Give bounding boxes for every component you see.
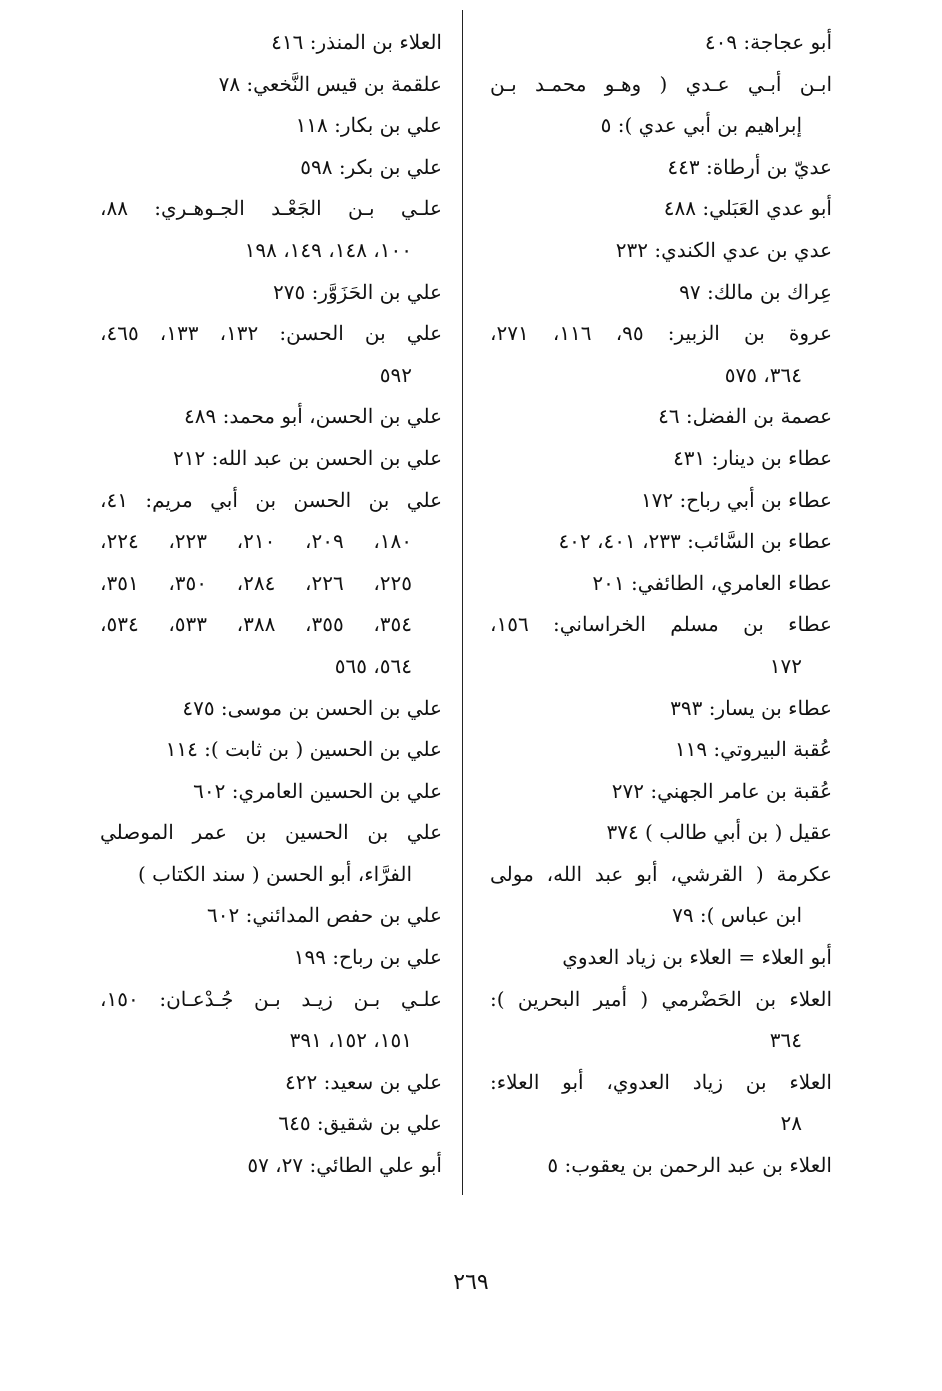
entry-continuation-line: ابن عباس ): ٧٩ <box>672 903 802 928</box>
entry-line: عدي بن عدي الكندي: ٢٣٢ <box>615 237 832 262</box>
index-entry <box>100 480 442 688</box>
entry-line: عطاء بن يسار: ٣٩٣ <box>670 695 832 720</box>
index-entry <box>490 313 832 396</box>
index-entry <box>490 230 832 272</box>
index-entry <box>490 1145 832 1187</box>
entry-continuation-line: ٣٥٤، ٣٥٥، ٣٨٨، ٥٣٣، ٥٣٤، <box>100 612 413 637</box>
index-entry <box>490 22 832 64</box>
index-entry <box>490 563 832 605</box>
index-entry <box>100 147 442 189</box>
entry-line: العلاء بن المنذر: ٤١٦ <box>271 30 442 54</box>
entry-line: أبو عجاجة: ٤٠٩ <box>704 30 832 54</box>
index-entry <box>490 1062 832 1145</box>
index-entry <box>490 521 832 563</box>
index-entry <box>100 729 442 771</box>
index-entry <box>490 854 832 937</box>
entry-line: عطاء بن السَّائب: ٢٣٣، ٤٠١، ٤٠٢ <box>558 529 832 554</box>
entry-line: العلاء بن زياد العدوي، أبو العلاء: <box>490 1069 832 1094</box>
entry-line: علي بن الحسن بن عبد الله: ٢١٢ <box>172 445 442 470</box>
entry-line: عطاء بن دينار: ٤٣١ <box>673 445 832 470</box>
index-entry <box>490 979 832 1062</box>
entry-line: عطاء بن مسلم الخراساني: ١٥٦، <box>490 612 832 637</box>
index-entry <box>490 480 832 522</box>
index-entry <box>490 396 832 438</box>
entry-line: علي بن حفص المدائني: ٦٠٢ <box>207 903 442 928</box>
index-entry <box>490 688 832 730</box>
entry-line: علـي بـن الجَعْـد الجـوهـري: ٨٨، <box>100 196 442 221</box>
entry-line: علي بن رباح: ١٩٩ <box>293 945 442 970</box>
index-entry <box>100 979 442 1062</box>
entry-line: أبو عدي العَبَلي: ٤٨٨ <box>663 196 832 221</box>
entry-line: عصمة بن الفضل: ٤٦ <box>658 404 832 429</box>
entry-line: علي بن سعيد: ٤٢٢ <box>285 1069 442 1094</box>
index-entry <box>100 688 442 730</box>
index-entry <box>490 729 832 771</box>
page-number: ٢٦٩ <box>453 1270 489 1295</box>
entry-line: علي بن الحسن: ١٣٢، ١٣٣، ٤٦٥، <box>100 321 442 346</box>
entry-line: عقيل ( بن أبي طالب ) ٣٧٤ <box>606 820 832 845</box>
index-entry <box>100 1103 442 1145</box>
entry-line: عطاء العامري، الطائفي: ٢٠١ <box>592 570 832 595</box>
column-divider <box>462 10 463 1195</box>
entry-continuation-line: ٢٨ <box>780 1111 802 1136</box>
entry-line: علقمة بن قيس النَّخعي: ٧٨ <box>218 71 442 96</box>
entry-line: عروة بن الزبير: ٩٥، ١١٦، ٢٧١، <box>490 321 833 346</box>
entry-line: العلاء بن عبد الرحمن بن يعقوب: ٥ <box>547 1153 832 1178</box>
index-entry <box>490 147 832 189</box>
index-entry <box>100 64 442 106</box>
entry-continuation-line: ٥٦٤، ٥٦٥ <box>334 653 412 678</box>
index-entry <box>100 313 442 396</box>
index-column-right <box>490 22 832 1187</box>
entry-line: علـي بـن زيـد بـن جُـدْعـان: ١٥٠، <box>100 986 442 1011</box>
entry-line: علي بن الحسين ( بن ثابت ): ١١٤ <box>165 737 442 762</box>
entry-continuation-line: ٣٦٤ <box>769 1028 802 1053</box>
index-entry <box>490 937 832 979</box>
entry-line: العلاء بن الحَضْرمي ( أمير البحرين ): <box>490 986 832 1011</box>
entry-line: ابـن أبـي عـدي ( وهـو محمـد بـن <box>490 71 832 96</box>
entry-line: أبو علي الطائي: ٢٧، ٥٧ <box>247 1153 442 1178</box>
entry-line: عُقبة بن عامر الجهني: ٢٧٢ <box>611 778 832 803</box>
entry-continuation-line: ٢٢٥، ٢٢٦، ٢٨٤، ٣٥٠، ٣٥١، <box>100 570 413 595</box>
entry-line: عكرمة ( القرشي، أبو عبد الله، مولى <box>490 861 832 886</box>
entry-continuation-line: إبراهيم بن أبي عدي ): ٥ <box>600 113 802 138</box>
entry-line: علي بن الحسن بن موسى: ٤٧٥ <box>182 695 442 720</box>
index-entry <box>490 604 832 687</box>
entry-line: علي بن الحسن بن أبي مريم: ٤١، <box>100 487 442 512</box>
index-entry <box>100 812 442 895</box>
index-entry <box>490 188 832 230</box>
entry-line: علي بن الحسين بن عمر الموصلي <box>100 820 442 845</box>
index-entry <box>100 272 442 314</box>
index-entry <box>100 937 442 979</box>
index-entry <box>100 188 442 271</box>
entry-line: عُقبة البيروتي: ١١٩ <box>674 737 832 762</box>
entry-line: أبو العلاء = العلاء بن زياد العدوي <box>562 945 832 970</box>
index-entry <box>100 895 442 937</box>
index-entry <box>490 64 832 147</box>
entry-continuation-line: ٥٩٢ <box>379 362 412 387</box>
entry-continuation-line: ١٧٢ <box>769 653 802 678</box>
index-entry <box>100 22 442 64</box>
index-entry <box>490 771 832 813</box>
index-entry <box>490 812 832 854</box>
index-entry <box>100 105 442 147</box>
index-entry <box>100 771 442 813</box>
entry-continuation-line: ١٨٠، ٢٠٩، ٢١٠، ٢٢٣، ٢٢٤، <box>100 529 413 554</box>
entry-line: عِراك بن مالك: ٩٧ <box>679 279 832 304</box>
entry-line: علي بن الحسن، أبو محمد: ٤٨٩ <box>184 404 442 429</box>
entry-line: علي بن بكر: ٥٩٨ <box>300 154 442 179</box>
index-entry <box>490 438 832 480</box>
entry-line: علي بن شقيق: ٦٤٥ <box>278 1111 442 1136</box>
entry-continuation-line: ١٥١، ١٥٢، ٣٩١ <box>289 1028 412 1053</box>
index-entry <box>490 272 832 314</box>
entry-line: علي بن الحسين العامري: ٦٠٢ <box>193 778 442 803</box>
index-entry <box>100 1062 442 1104</box>
entry-line: علي بن بكار: ١١٨ <box>295 113 442 138</box>
entry-line: علي بن الحَزَوَّر: ٢٧٥ <box>273 279 442 304</box>
index-entry <box>100 1145 442 1187</box>
entry-continuation-line: ٣٦٤، ٥٧٥ <box>724 362 802 387</box>
entry-line: عطاء بن أبي رباح: ١٧٢ <box>640 487 832 512</box>
index-entry <box>100 438 442 480</box>
entry-continuation-line: ١٠٠، ١٤٨، ١٤٩، ١٩٨ <box>244 237 412 262</box>
index-entry <box>100 396 442 438</box>
entry-line: عديّ بن أرطاة: ٤٤٣ <box>667 154 832 179</box>
entry-continuation-line: الفرَّاء، أبو الحسن ( سند الكتاب ) <box>138 861 412 886</box>
index-column-left <box>100 22 442 1187</box>
